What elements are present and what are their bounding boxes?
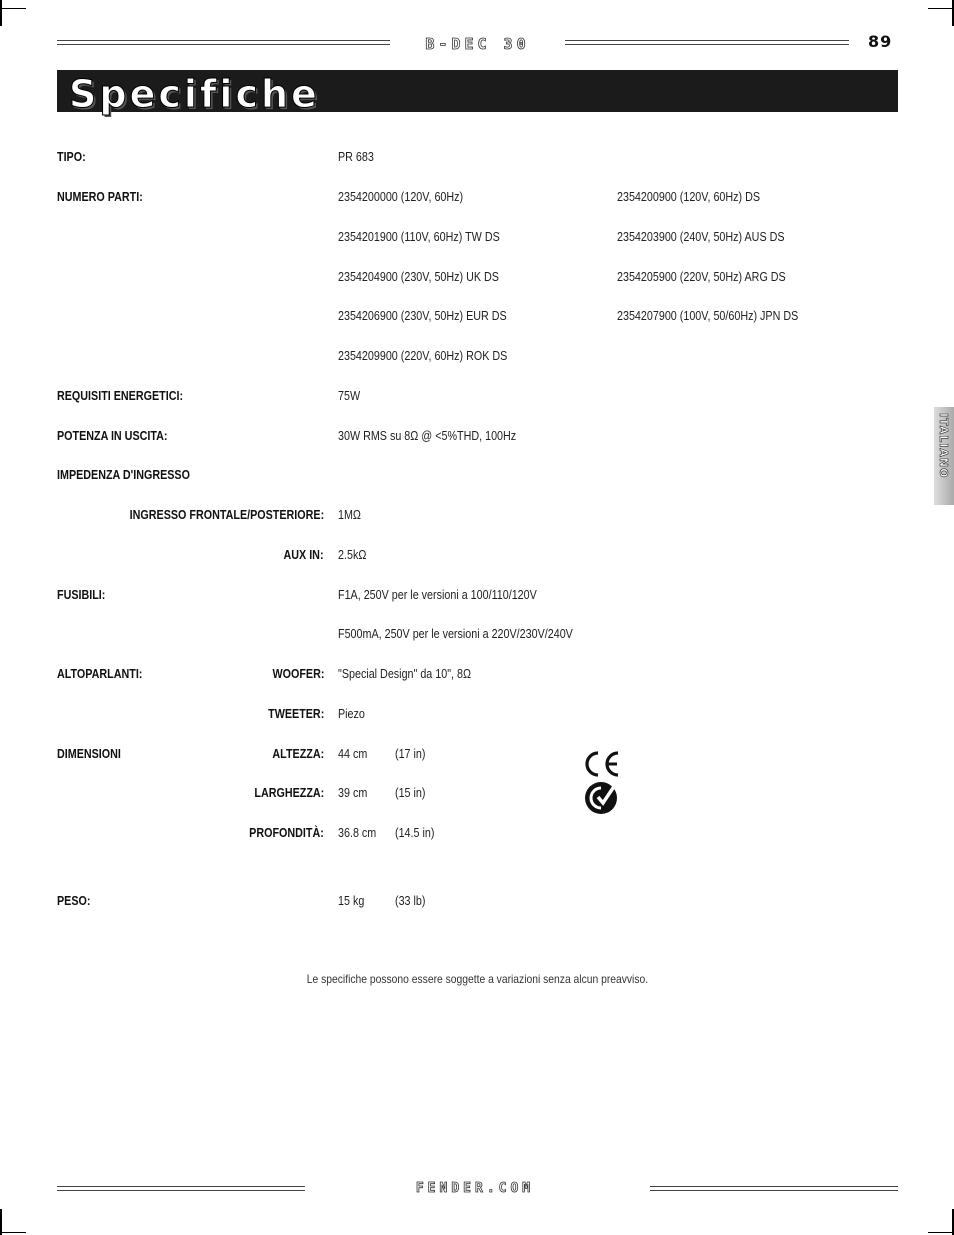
part-number: 2354200900 (120V, 60Hz) DS [617,190,761,204]
spec-label-tweeter: TWEETER: [267,707,324,721]
part-number: 2354204900 (230V, 50Hz) UK DS [338,270,499,284]
part-number: 2354206900 (230V, 50Hz) EUR DS [338,309,507,323]
spec-label-ingresso-frontale: INGRESSO FRONTALE/POSTERIORE: [129,508,324,522]
header-rule-left [57,40,390,45]
part-number: 2354207900 (100V, 50/60Hz) JPN DS [617,309,799,323]
spec-label-potenza: POTENZA IN USCITA: [57,429,168,443]
spec-value-tipo: PR 683 [338,150,374,164]
spec-value-requisiti: 75W [338,389,361,403]
footer-rule-left [57,1186,305,1191]
crop-mark [0,0,2,26]
part-number: 2354205900 (220V, 50Hz) ARG DS [617,270,786,284]
spec-label-altoparlanti: ALTOPARLANTI: [57,667,143,681]
language-tab [934,407,954,505]
spec-value-profondita-cm: 36.8 cm [338,826,377,840]
crop-mark [0,8,26,9]
spec-value-altezza-in: (17 in) [395,747,426,761]
spec-label-woofer: WOOFER: [272,667,324,681]
spec-label-impedenza: IMPEDENZA D'INGRESSO [57,468,190,482]
spec-label-fusibili: FUSIBILI: [57,588,106,602]
footnote [0,972,954,986]
part-number: 2354203900 (240V, 50Hz) AUS DS [617,230,785,244]
spec-label-tipo: TIPO: [57,150,86,164]
spec-value-woofer: "Special Design" da 10", 8Ω [338,667,472,681]
header-product-name: B-DEC 30 [425,35,530,53]
header-rule-right [565,40,849,45]
spec-label-aux-in: AUX IN: [283,548,324,562]
c-tick-mark-icon [582,780,622,816]
page-number: 89 [868,32,893,51]
spec-value-fusibili-2: F500mA, 250V per le versioni a 220V/230V/240V [338,627,573,641]
footer-brand: FENDER.COM [415,1181,535,1196]
spec-value-larghezza-in: (15 in) [395,786,426,800]
crop-mark [928,1232,954,1233]
spec-label-requisiti: REQUISITI ENERGETICI: [57,389,184,403]
spec-label-larghezza: LARGHEZZA: [254,786,324,800]
spec-value-potenza: 30W RMS su 8Ω @ <5%THD, 100Hz [338,429,517,443]
spec-value-peso-lb: (33 lb) [395,894,426,908]
spec-label-altezza: ALTEZZA: [272,747,324,761]
part-number: 2354209900 (220V, 60Hz) ROK DS [338,349,508,363]
spec-value-profondita-in: (14.5 in) [395,826,435,840]
crop-mark [0,1232,26,1233]
language-tab-label: ITALIANO [937,413,950,479]
page-title: Specifiche [69,72,320,116]
spec-label-dimensioni: DIMENSIONI [57,747,121,761]
spec-label-numero-parti: NUMERO PARTI: [57,190,143,204]
spec-label-profondita: PROFONDITÀ: [249,826,324,840]
part-number: 2354201900 (110V, 60Hz) TW DS [338,230,500,244]
part-number: 2354200000 (120V, 60Hz) [338,190,464,204]
title-bar [57,70,898,116]
spec-value-tweeter: Piezo [338,707,365,721]
footnote-text: Le specifiche possono essere soggette a variazioni senza alcun preavviso. [306,972,648,986]
spec-label-peso: PESO: [57,894,91,908]
spec-value-fusibili-1: F1A, 250V per le versioni a 100/110/120V [338,588,537,602]
spec-value-ingresso-frontale: 1MΩ [338,508,361,522]
certification-marks [582,750,622,819]
spec-value-larghezza-cm: 39 cm [338,786,368,800]
spec-value-aux-in: 2.5kΩ [338,548,367,562]
spec-value-altezza-cm: 44 cm [338,747,368,761]
spec-value-peso-kg: 15 kg [338,894,365,908]
crop-mark [928,8,954,9]
footer-rule-right [650,1186,898,1191]
